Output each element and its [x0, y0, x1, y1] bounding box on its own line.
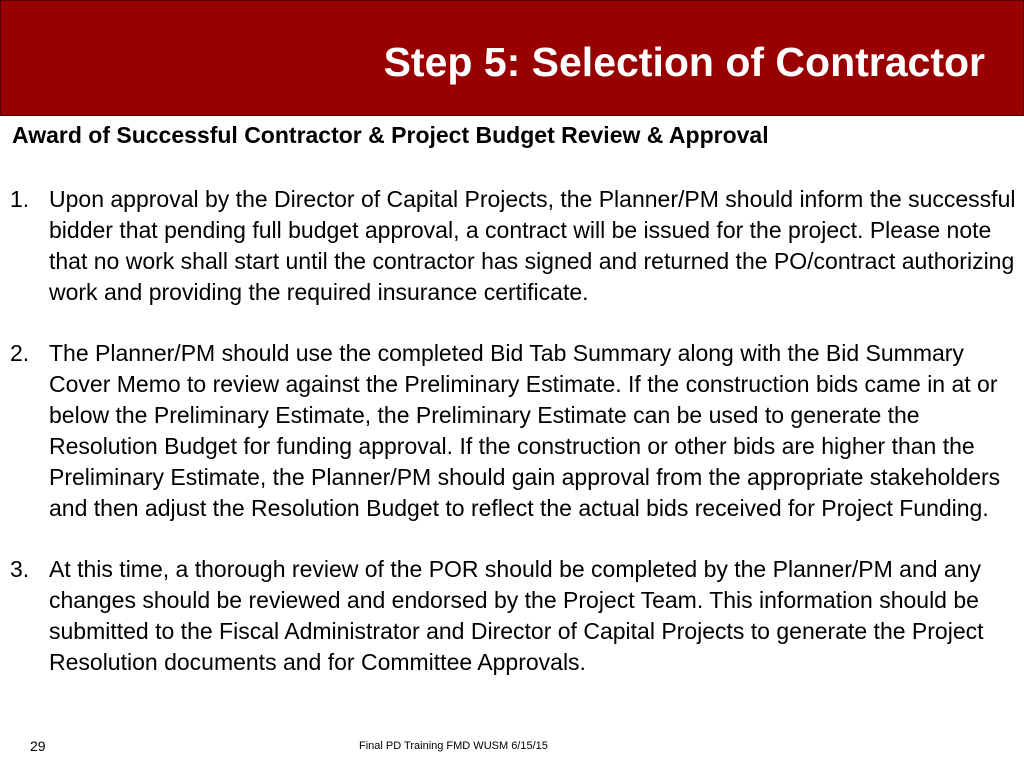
list-item-text: The Planner/PM should use the completed Bid Tab Summary along with the Bid Summary Cover Memo to review against the Preliminary Estimate. If the construction bids came in at or below the Preliminary Estimate, the Preliminary Estimate can be used to generate the Resolution Budget for funding approval. If the construction or other bids are higher than the Preliminary Estimate, the Planner/PM should gain approval from the appropriate stakeholders and then adjust the Resolution Budget to reflect the actual bids received for Project Funding.	[49, 340, 1001, 521]
slide-title: Step 5: Selection of Contractor	[383, 39, 985, 85]
list-item-number: 2.	[10, 340, 30, 366]
list-item-text: Upon approval by the Director of Capital Projects, the Planner/PM should inform the successful bidder that pending full budget approval, a contract will be issued for the project. Please note that no work shall start until the contractor has signed and returned the PO/contract authorizing work and providing the required insurance certificate.	[49, 186, 1016, 305]
list-item	[10, 184, 1022, 308]
page-number: 29	[30, 738, 46, 754]
list-item-text: At this time, a thorough review of the POR should be completed by the Planner/PM and any changes should be reviewed and endorsed by the Project Team. This information should be submitted to the Fiscal Administrator and Director of Capital Projects to generate the Project Resolution documents and for Committee Approvals.	[49, 556, 984, 675]
section-subtitle: Award of Successful Contractor & Project Budget Review & Approval	[12, 122, 769, 148]
title-banner	[0, 0, 1024, 116]
list-item-number: 1.	[10, 186, 30, 212]
list-item-number: 3.	[10, 556, 30, 582]
list-item	[10, 554, 1022, 678]
numbered-list	[10, 184, 1022, 708]
list-item	[10, 338, 1022, 524]
footer-text: Final PD Training FMD WUSM 6/15/15	[359, 740, 548, 752]
